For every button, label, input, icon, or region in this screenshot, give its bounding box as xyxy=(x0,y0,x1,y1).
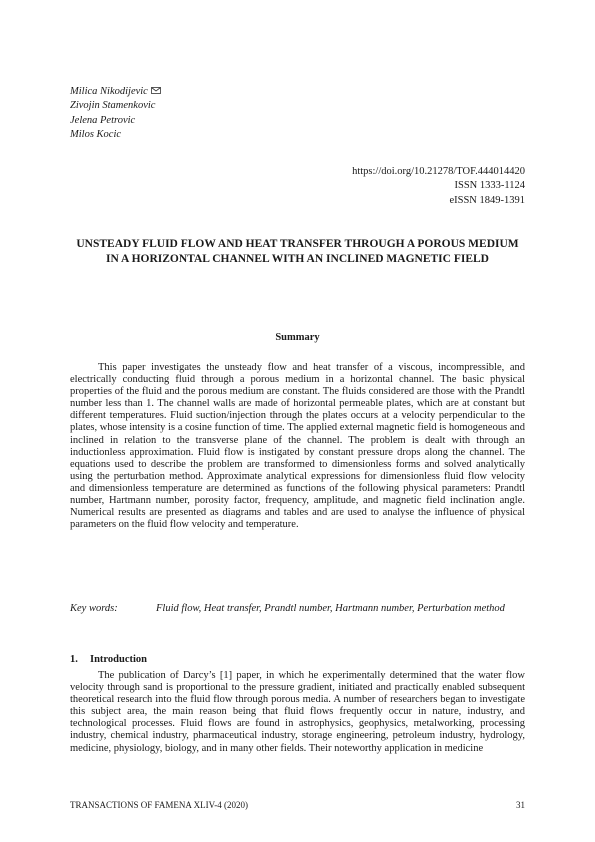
author-name xyxy=(70,85,161,99)
author-name: Milos Kocic xyxy=(70,129,122,141)
paper-title: UNSTEADY FLUID FLOW AND HEAT TRANSFER THROUGH A POROUS MEDIUM IN A HORIZONTAL CHANNEL WITH AN INCLINED MAGNETIC FIELD xyxy=(76,238,519,265)
section-heading xyxy=(70,654,147,665)
author-name: Jelena Petrovic xyxy=(70,114,136,126)
keywords-text: Fluid flow, Heat transfer, Prandtl number, Hartmann number, Perturbation method xyxy=(156,603,505,614)
article-identifiers xyxy=(352,165,525,208)
introduction-text: The publication of Darcy’s [1] paper, in which he experimentally determined that the water flow velocity through sand is proportional to the pressure gradient, initiated and practically enabled subsequent theoretical research into the fluid flow through porous media. A number of researchers began to investigate this subject area, the main reason being that fluid flows frequently occur in nature, industry, and technological processes. Fluid flows are found in astrophysics, geophysics, metalworking, processing industry, chemical industry, pharmaceutical industry, storage engineering, petroleum industry, hydrology, medicine, physiology, biology, and in many other fields. Their noteworthy application in medicine xyxy=(70,670,525,754)
section-number: 1. xyxy=(70,654,78,665)
page-footer xyxy=(70,800,525,810)
eissn: eISSN 1849-1391 xyxy=(449,194,525,206)
envelope-icon[interactable] xyxy=(151,85,161,92)
section-title: Introduction xyxy=(90,654,147,665)
keywords-label: Key words: xyxy=(70,603,118,614)
author-name: Zivojin Stamenkovic xyxy=(70,100,156,112)
doi-link[interactable]: https://doi.org/10.21278/TOF.444014420 xyxy=(352,166,525,177)
summary-heading: Summary xyxy=(275,332,320,343)
abstract-text: This paper investigates the unsteady flow and heat transfer of a viscous, incompressible, and electrically conducting fluid through a porous medium in a horizontal channel. The basic physical properties of the fluid and the porous medium are constant. The fluids considered are those with the Prandtl number less than 1. The channel walls are made of horizontal permeable plates, which are at constant but different temperatures. Fluid suction/injection through the plates occurs at a velocity perpendicular to the plates, whose intensity is a cosine function of time. The applied external magnetic field is homogeneous and inclined in relation to the transverse plane of the channel. The problem is dealt with through an inductionless approximation. Fluid flow is instigated by constant pressure drops along the channel. The equations used to describe the problem are transformed to dimensionless forms and solved analytically using the perturbation method. Approximate analytical expressions for dimensionless fluid flow velocity and dimensionless temperature are determined as functions of the following physical parameters: Prandtl number, Hartmann number, porosity factor, frequency, amplitude, and magnetic field inclination angle. Numerical results are presented as diagrams and tables and are used to analyse the influence of physical parameters on the fluid flow velocity and temperature. xyxy=(70,362,525,531)
journal-name: TRANSACTIONS OF FAMENA XLIV-4 (2020) xyxy=(70,800,249,810)
page-number: 31 xyxy=(516,800,525,810)
author-name-text: Milica Nikodijevic xyxy=(70,86,148,97)
keywords-block xyxy=(70,602,525,616)
author-list xyxy=(70,85,161,143)
issn: ISSN 1333-1124 xyxy=(454,180,525,192)
